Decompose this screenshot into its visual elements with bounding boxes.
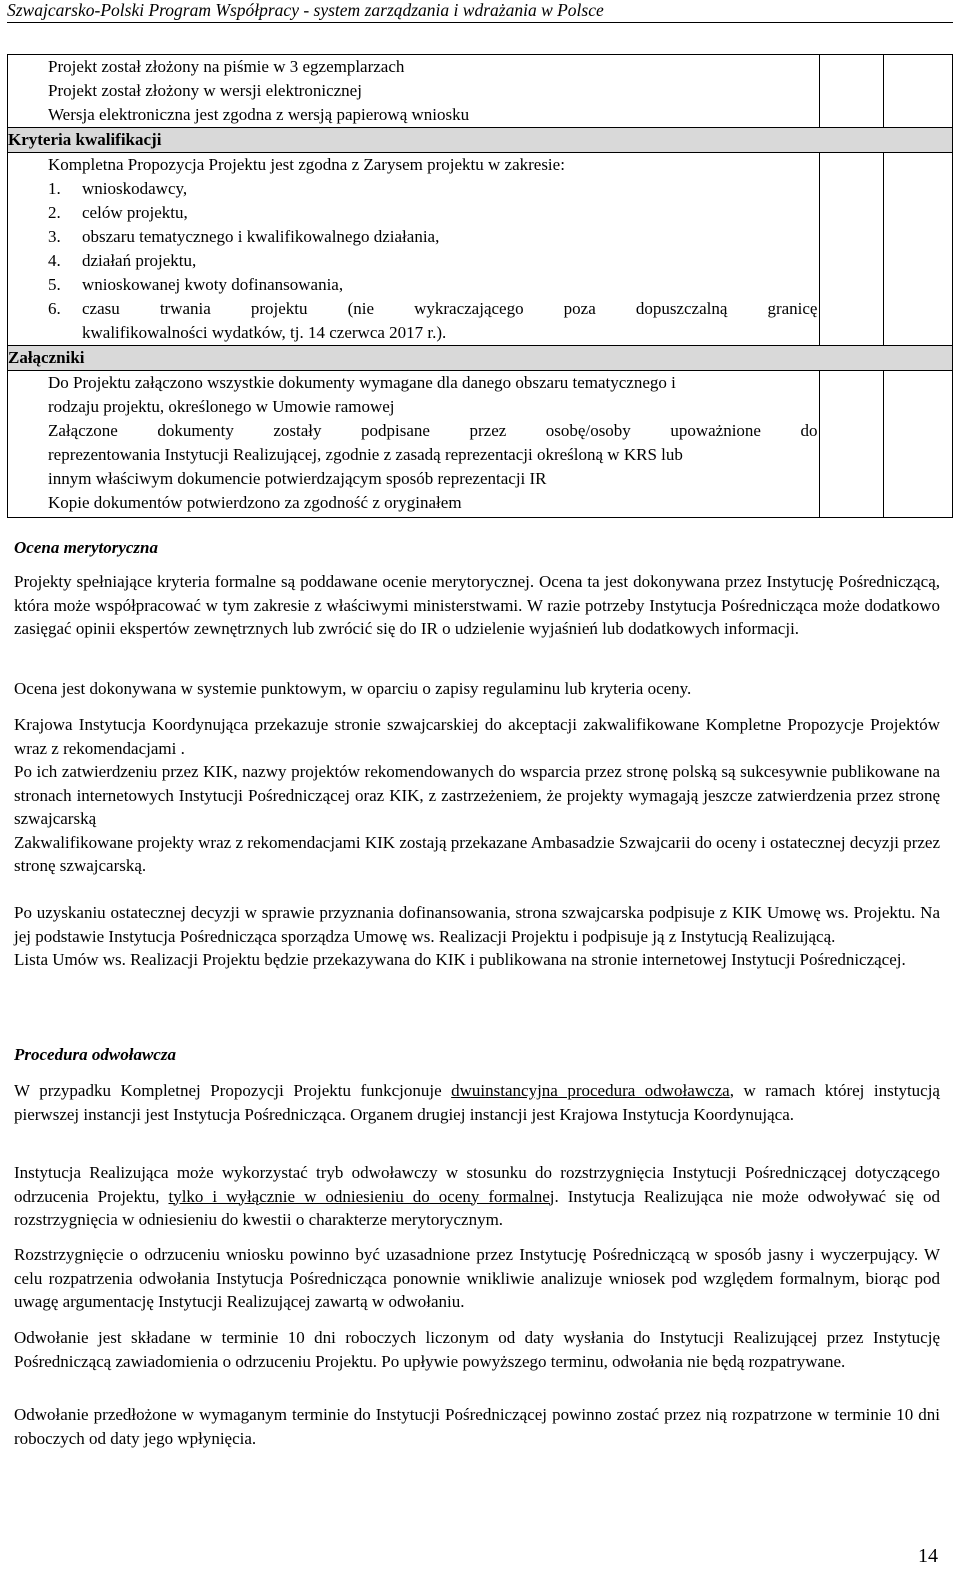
notes-cell[interactable] — [884, 153, 953, 346]
list-item: 4. działań projektu, — [48, 251, 197, 270]
list-item: 2. celów projektu, — [48, 203, 188, 222]
checklist-item: rodzaju projektu, określonego w Umowie ramowej — [48, 397, 395, 416]
paragraph: Po ich zatwierdzeniu przez KIK, nazwy projektów rekomendowanych do wsparcia przez stronę polską są sukcesywnie publikowane na stronach internetowych Instytucji Pośredniczącej oraz KIK, z zastrzeżeniem, że projekty wymagają jeszcze zatwierdzenia przez stronę szwajcarską — [14, 762, 940, 828]
checklist-item: Kompletna Propozycja Projektu jest zgodna z Zarysem projektu w zakresie: — [48, 155, 565, 174]
notes-cell[interactable] — [884, 371, 953, 518]
section-title: Procedura odwoławcza — [14, 1045, 176, 1064]
table-row — [8, 346, 953, 371]
paragraph: W przypadku Kompletnej Propozycji Projektu funkcjonuje dwuinstancyjna procedura odwoławcza, w ramach której instytucją pierwszej instancji jest Instytucja Pośrednicząca. Organem drugiej instancji jest Krajowa Instytucja Koordynująca. — [14, 1081, 940, 1124]
checklist-item: reprezentowania Instytucji Realizującej, zgodnie z zasadą reprezentacji określoną w KRS lub — [48, 445, 683, 464]
paragraph: Lista Umów ws. Realizacji Projektu będzie przekazywana do KIK i publikowana na stronie internetowej Instytucji Pośredniczącej. — [14, 950, 906, 969]
checklist-item: Projekt został złożony w wersji elektronicznej — [48, 81, 362, 100]
list-item-continuation: kwalifikowalności wydatków, tj. 14 czerwca 2017 r.). — [82, 323, 447, 342]
ocena-section — [14, 536, 940, 560]
notes-cell[interactable] — [884, 55, 953, 128]
checklist-item: Do Projektu załączono wszystkie dokumenty wymagane dla danego obszaru tematycznego i — [48, 373, 676, 392]
section-title: Ocena merytoryczna — [14, 538, 159, 557]
section-heading: Kryteria kwalifikacji — [8, 130, 162, 149]
page-number: 14 — [918, 1545, 938, 1567]
underlined-term: dwuinstancyjna procedura odwoławcza — [451, 1081, 730, 1100]
checklist-item: innym właściwym dokumencie potwierdzającym sposób reprezentacji IR — [48, 469, 547, 488]
checklist-item: Kopie dokumentów potwierdzono za zgodność z oryginałem — [48, 493, 462, 512]
paragraph: Rozstrzygnięcie o odrzuceniu wniosku powinno być uzasadnione przez Instytucję Pośredniczącą w sposób jasny i wyczerpujący. W celu rozpatrzenia odwołania Instytucja Pośrednicząca ponownie wnikliwie analizuje wniosek pod względem formalnym, biorąc pod uwagę argumentację Instytucji Realizującej zawartą w odwołaniu. — [14, 1245, 940, 1311]
answer-cell[interactable] — [820, 153, 884, 346]
checklist-item: Wersja elektroniczna jest zgodna z wersją papierową wniosku — [48, 105, 470, 124]
table-row — [8, 55, 953, 128]
checklist-item: Załączone dokumenty zostały podpisane przez osobę/osoby upoważnione do — [48, 421, 818, 440]
list-item: 5. wnioskowanej kwoty dofinansowania, — [48, 275, 344, 294]
paragraph: Odwołanie przedłożone w wymaganym terminie do Instytucji Pośredniczącej powinno zostać przez nią rozpatrzone w terminie 10 dni roboczych od daty jego wpłynięcia. — [14, 1405, 940, 1448]
list-item: 3. obszaru tematycznego i kwalifikowalnego działania, — [48, 227, 440, 246]
paragraph: Projekty spełniające kryteria formalne są poddawane ocenie merytorycznej. Ocena ta jest dokonywana przez Instytucję Pośredniczącą, która może współpracować w tym zakresie z właściwymi ministerstwami. W razie potrzeby Instytucja Pośrednicząca może dodatkowo zasięgać opinii ekspertów zewnętrznych lub zwrócić się do IR o udzielenie wyjaśnień lub dodatkowych informacji. — [14, 572, 940, 638]
answer-cell[interactable] — [820, 371, 884, 518]
answer-cell[interactable] — [820, 55, 884, 128]
procedura-section — [14, 1043, 940, 1067]
table-row — [8, 371, 953, 518]
list-item: 1. wnioskodawcy, — [48, 179, 188, 198]
header-title: Szwajcarsko-Polski Program Współpracy - system zarządzania i wdrażania w Polsce — [7, 0, 604, 20]
section-heading: Załączniki — [8, 348, 85, 367]
paragraph: Ocena jest dokonywana w systemie punktowym, w oparciu o zapisy regulaminu lub kryteria oceny. — [14, 679, 692, 698]
page-header — [7, 0, 953, 23]
checklist-item: Projekt został złożony na piśmie w 3 egzemplarzach — [48, 57, 405, 76]
underlined-term: tylko i wyłącznie w odniesieniu do oceny formalnej — [168, 1186, 555, 1206]
paragraph: Po uzyskaniu ostatecznej decyzji w sprawie przyznania dofinansowania, strona szwajcarska podpisuje z KIK Umowę ws. Projektu. Na jej podstawie Instytucja Pośrednicząca sporządza Umowę ws. Realizacji Projektu i podpisuje ją z Instytucją Realizującą. — [14, 903, 940, 946]
paragraph: Instytucja Realizująca może wykorzystać tryb odwoławczy w stosunku do rozstrzygnięcia Instytucji Pośredniczącej dotyczącego odrzucenia Projektu, tylko i wyłącznie w odniesieniu do oceny formalnej. Instytucja Realizująca nie może odwoływać się od rozstrzygnięcia w odniesieniu do kwestii o charakterze merytorycznym. — [14, 1163, 940, 1229]
table-row — [8, 153, 953, 346]
list-item: 6. czasu trwania projektu (nie wykraczającego poza dopuszczalną granicę — [48, 299, 818, 318]
table-row — [8, 128, 953, 153]
criteria-table — [7, 54, 953, 518]
paragraph: Odwołanie jest składane w terminie 10 dni roboczych liczonym od daty wysłania do Instytucji Realizującej przez Instytucję Pośredniczącą zawiadomienia o odrzuceniu Projektu. Po upływie powyższego terminu, odwołania nie będą rozpatrywane. — [14, 1328, 940, 1371]
paragraph: Zakwalifikowane projekty wraz z rekomendacjami KIK zostają przekazane Ambasadzie Szwajcarii do oceny i ostatecznej decyzji przez stronę szwajcarską. — [14, 832, 940, 875]
paragraph: Krajowa Instytucja Koordynująca przekazuje stronie szwajcarskiej do akceptacji zakwalifikowane Kompletne Propozycje Projektów wraz z rekomendacjami . — [14, 715, 940, 758]
